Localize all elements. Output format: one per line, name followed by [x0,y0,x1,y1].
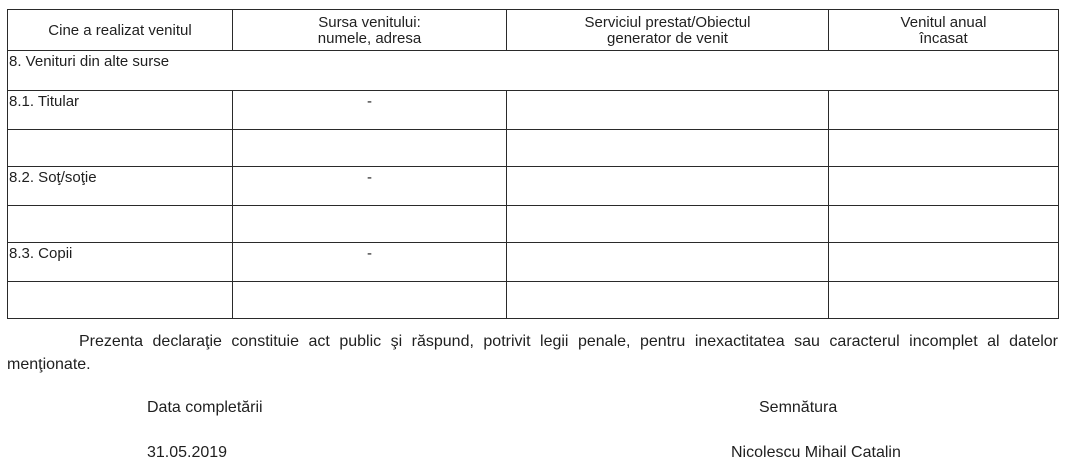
header-service-text: Serviciul prestat/Obiectul generator de venit [584,13,751,47]
table-row [8,243,1059,282]
empty-cell [8,130,233,167]
row-label-titular: 8.1. Titular [8,91,233,130]
empty-cell [507,130,829,167]
table-row [8,91,1059,130]
table-row-blank [8,282,1059,319]
table-row-blank [8,130,1059,167]
table-row [8,167,1059,206]
row-income-spouse [829,167,1059,206]
table-header-row [8,10,1059,51]
row-service-spouse [507,167,829,206]
row-label-spouse: 8.2. Soţ/soţie [8,167,233,206]
table-row-blank [8,206,1059,243]
income-table [7,9,1059,319]
declaration-statement: Prezenta declaraţie constituie act public şi răspund, potrivit legii penale, pentru inexactitatea sau caracterul incomplet al datelor menţionate. [7,333,1058,373]
row-income-titular [829,91,1059,130]
empty-cell [507,282,829,319]
empty-cell [233,130,507,167]
header-who-text: Cine a realizat venitul [48,21,192,39]
row-service-titular [507,91,829,130]
empty-cell [507,206,829,243]
empty-cell [829,206,1059,243]
row-source-titular: - [233,91,507,130]
date-label: Data completării [147,399,263,416]
date-value: 31.05.2019 [147,444,228,461]
signature-label: Semnătura [759,399,838,416]
signature-name: Nicolescu Mihail Catalin [731,444,901,461]
header-source-text: Sursa venitului: numele, adresa [317,13,422,47]
row-label-children: 8.3. Copii [8,243,233,282]
header-annual-income-text: Venitul anual încasat [900,13,987,47]
row-service-children [507,243,829,282]
row-source-children: - [233,243,507,282]
empty-cell [829,130,1059,167]
empty-cell [8,206,233,243]
empty-cell [829,282,1059,319]
row-source-spouse: - [233,167,507,206]
empty-cell [233,206,507,243]
header-service [507,10,829,51]
header-source [233,10,507,51]
empty-cell [233,282,507,319]
empty-cell [8,282,233,319]
row-income-children [829,243,1059,282]
header-who [8,10,233,51]
section-row [8,51,1059,91]
section-title: 8. Venituri din alte surse [8,51,1059,91]
header-annual-income [829,10,1059,51]
